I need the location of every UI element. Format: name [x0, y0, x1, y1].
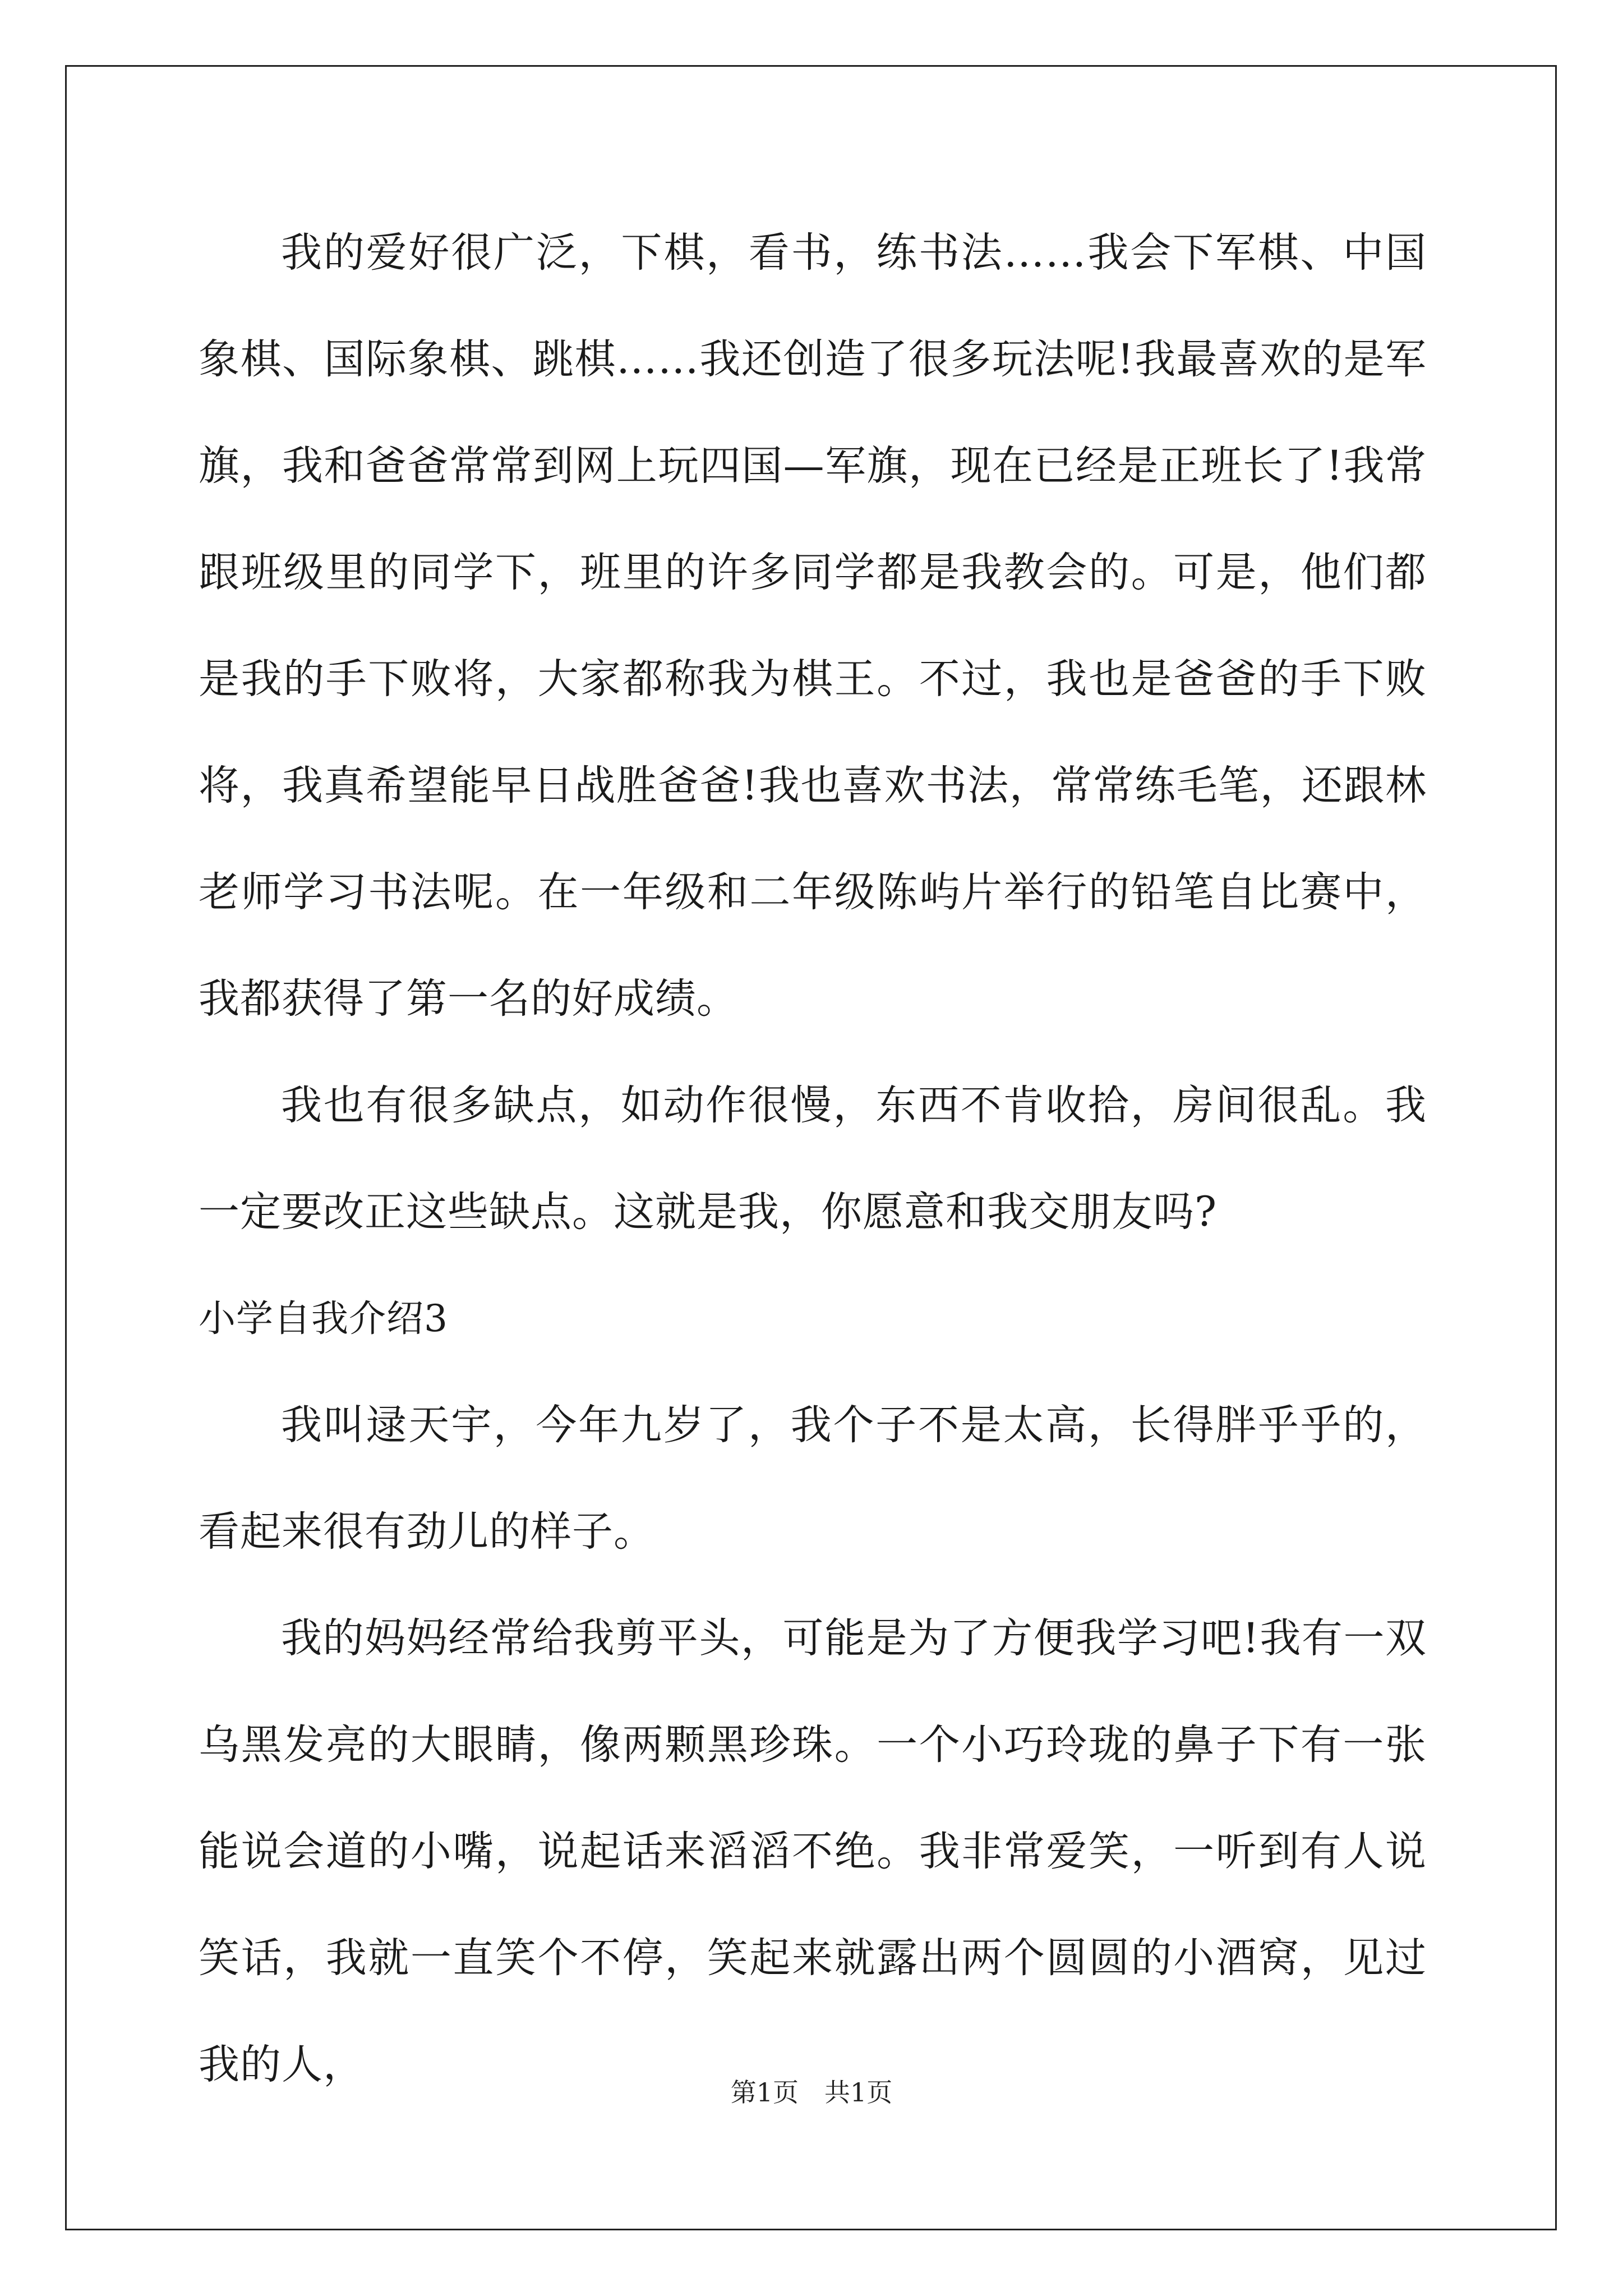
- paragraph-appearance: 我的妈妈经常给我剪平头，可能是为了方便我学习吧!我有一双乌黑发亮的大眼睛，像两颗黑珍珠。一个小巧玲珑的鼻子下有一张能说会道的小嘴，说起话来滔滔不绝。我非常爱笑，一听到有人说笑话，我就一直笑个不停，笑起来就露出两个圆圆的小酒窝，见过我的人，: [199, 1614, 1427, 2088]
- section-heading: 小学自我介绍3: [199, 1297, 448, 1340]
- paragraph-intro: 我叫逯天宇，今年九岁了，我个子不是太高，长得胖乎乎的，看起来很有劲儿的样子。: [199, 1401, 1427, 1556]
- paragraph-shortcomings: 我也有很多缺点，如动作很慢，东西不肯收拾，房间很乱。我一定要改正这些缺点。这就是我，你愿意和我交朋友吗?: [199, 1082, 1427, 1236]
- paragraph-hobbies: 我的爱好很广泛，下棋，看书，练书法……我会下军棋、中国象棋、国际象棋、跳棋……我还创造了很多玩法呢!我最喜欢的是军旗，我和爸爸常常到网上玩四国—军旗，现在已经是正班长了!我常跟班级里的同学下，班里的许多同学都是我教会的。可是，他们都是我的手下败将，大家都称我为棋王。不过，我也是爸爸的手下败将，我真希望能早日战胜爸爸!我也喜欢书法，常常练毛笔，还跟林老师学习书法呢。在一年级和二年级陈屿片举行的铅笔自比赛中，我都获得了第一名的好成绩。: [199, 229, 1427, 1023]
- page-footer: 第1页 共1页: [730, 2077, 893, 2108]
- document-body: [199, 200, 1427, 2118]
